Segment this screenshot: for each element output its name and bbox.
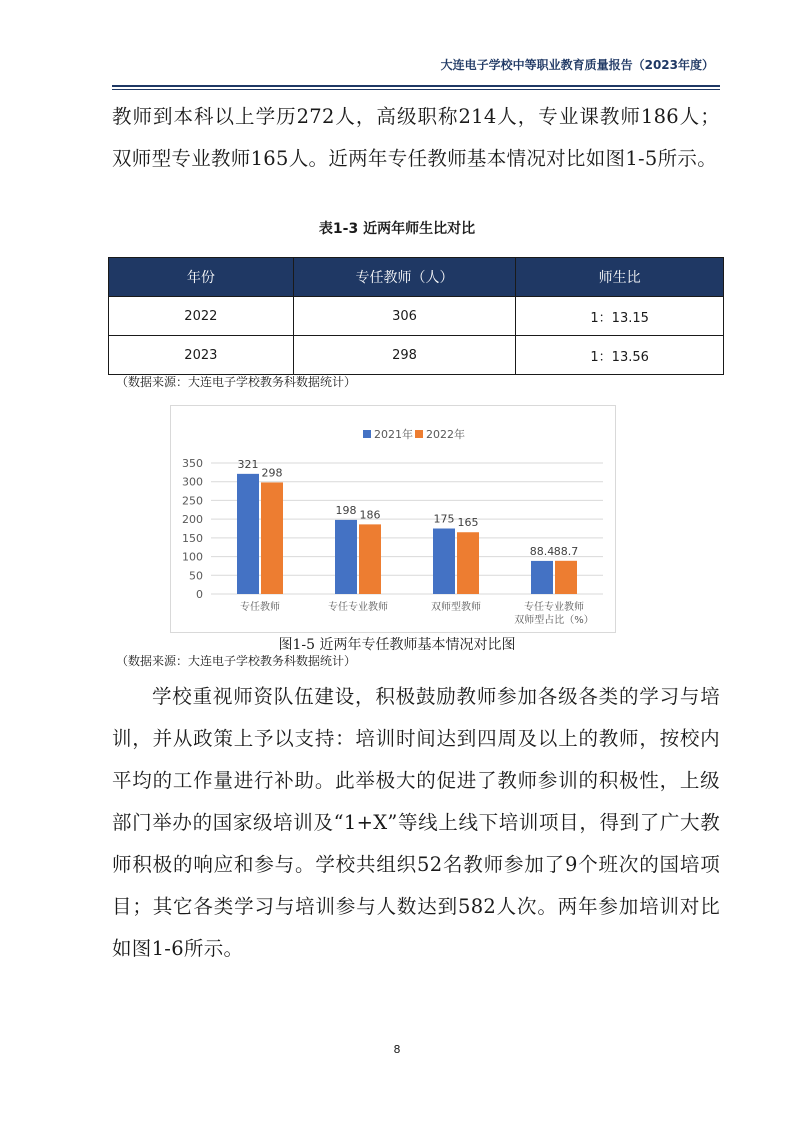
legend-label: 2021年 (374, 428, 413, 441)
x-tick-label: 专任专业教师 (328, 602, 388, 613)
header-title: 大连电子学校中等职业教育质量报告（2023年度） (440, 58, 714, 72)
cell-year: 2023 (109, 336, 294, 375)
x-tick-label: 双师型占比（%） (514, 615, 594, 626)
y-tick-label: 250 (182, 494, 203, 508)
data-label: 88.4 (529, 544, 555, 558)
bar (433, 529, 455, 595)
bar (237, 474, 259, 594)
figure-source-note: （数据来源：大连电子学校教务科数据统计） (116, 654, 357, 668)
y-tick-label: 300 (182, 475, 203, 489)
table-header-row (109, 258, 724, 297)
header-rule (112, 85, 720, 87)
bar (335, 520, 357, 594)
y-tick-label: 50 (189, 569, 203, 583)
bar (261, 482, 283, 594)
table-row (109, 297, 724, 336)
y-tick-label: 0 (196, 588, 203, 601)
y-tick-label: 150 (182, 531, 203, 545)
table-source-note: （数据来源：大连电子学校教务科数据统计） (116, 375, 357, 389)
training-paragraph: 学校重视师资队伍建设，积极鼓励教师参加各级各类的学习与培训，并从政策上予以支持：培训时间达到四周及以上的教师，按校内平均的工作量进行补助。此举极大的促进了教师参训的积极性，上级部门举办的国家级培训及“1+X”等线上线下培训项目，得到了广大教师积极的响应和参与。学校共组织52名教师参加了9个班次的国培项目；其它各类学习与培训参与人数达到582人次。两年参加培训对比如图1-6所示。 (112, 685, 720, 960)
bar (457, 532, 479, 594)
bar (531, 561, 553, 594)
teacher-comparison-chart (170, 405, 616, 633)
data-label: 321 (237, 457, 259, 471)
data-label: 165 (457, 516, 479, 530)
cell-teachers: 306 (293, 297, 516, 336)
bar (359, 524, 381, 594)
cell-ratio: 1：13.56 (516, 336, 724, 375)
header-teachers: 专任教师（人） (293, 258, 516, 297)
y-tick-label: 200 (182, 513, 203, 527)
data-label: 175 (433, 512, 455, 526)
data-label: 298 (261, 466, 283, 480)
cell-year: 2022 (109, 297, 294, 336)
chart-canvas (171, 406, 615, 632)
x-tick-label: 双师型教师 (431, 602, 481, 613)
page-number: 8 (393, 1043, 401, 1056)
data-label: 88.7 (553, 544, 579, 558)
cell-teachers: 298 (293, 336, 516, 375)
figure-caption: 图1-5 近两年专任教师基本情况对比图 (278, 637, 516, 653)
cell-ratio: 1：13.15 (516, 297, 724, 336)
header-ratio: 师生比 (516, 258, 724, 297)
data-label: 186 (359, 508, 381, 522)
header-year: 年份 (109, 258, 294, 297)
bar (555, 561, 577, 594)
teacher-student-ratio-table (108, 257, 724, 375)
table-row (109, 336, 724, 375)
legend-swatch (415, 430, 423, 438)
y-tick-label: 350 (182, 457, 203, 470)
x-tick-label: 专任教师 (240, 602, 280, 613)
legend-label: 2022年 (426, 428, 465, 441)
intro-paragraph: 教师到本科以上学历272人，高级职称214人，专业课教师186人；双师型专业教师165人。近两年专任教师基本情况对比如图1-5所示。 (112, 105, 720, 170)
y-tick-label: 100 (182, 550, 203, 564)
x-tick-label: 专任专业教师 (524, 602, 584, 613)
table-caption: 表1-3 近两年师生比对比 (318, 221, 476, 237)
data-label: 198 (335, 503, 357, 517)
header-rule-thin (112, 89, 720, 90)
legend-swatch (363, 430, 371, 438)
